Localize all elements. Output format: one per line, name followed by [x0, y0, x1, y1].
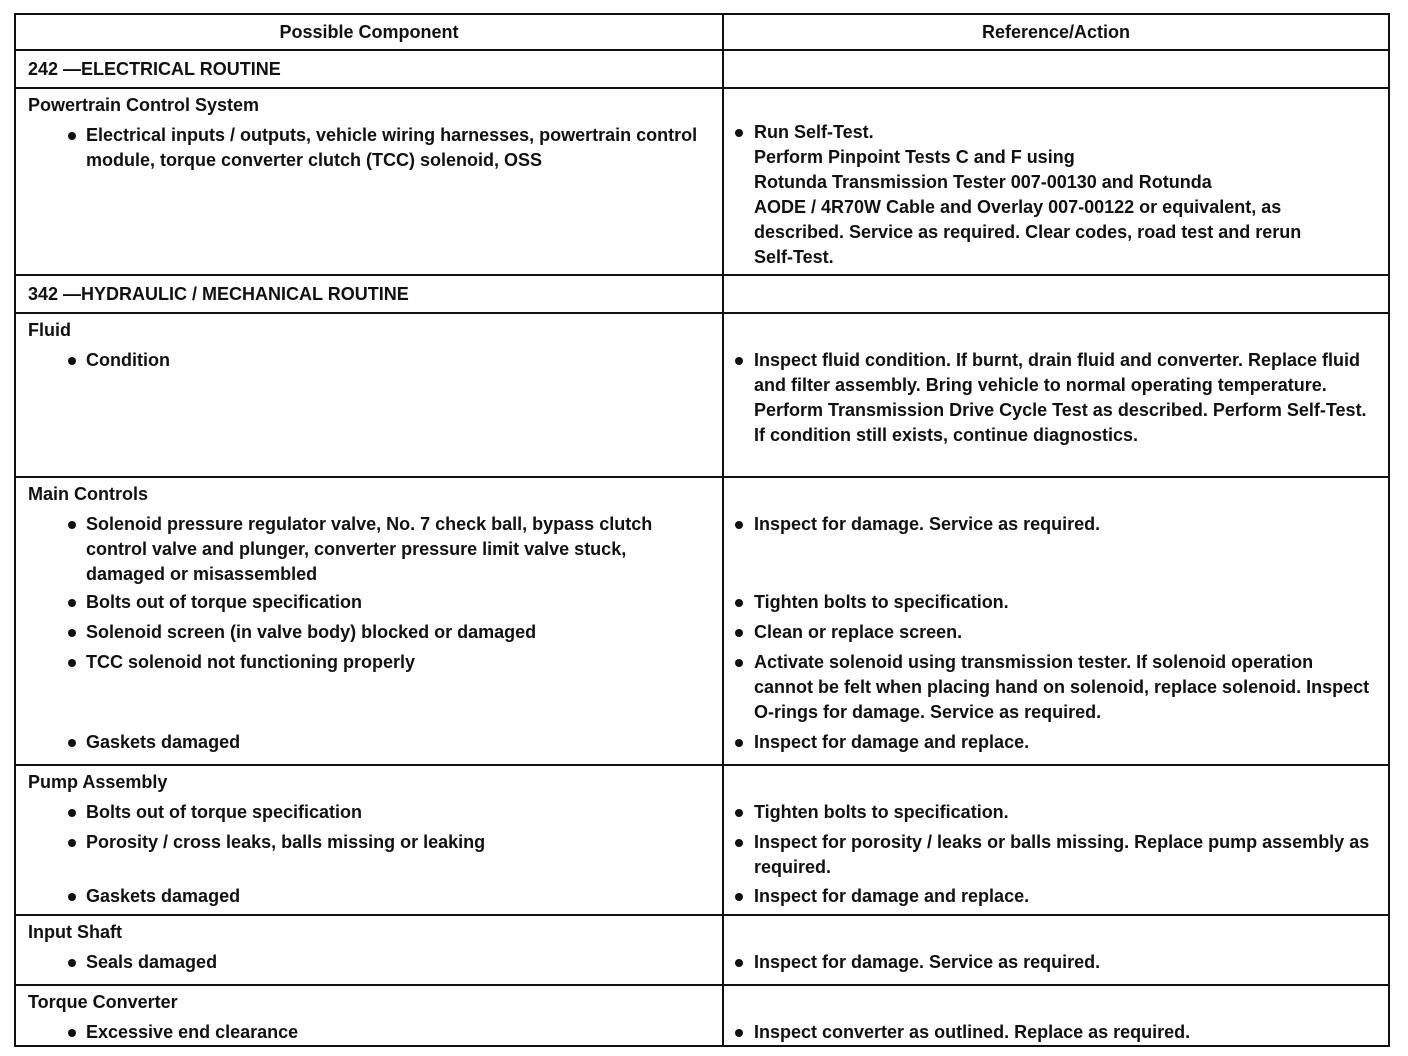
bullet-icon	[735, 959, 743, 967]
bullet-icon	[68, 959, 76, 967]
diagnostic-table	[14, 13, 1390, 1047]
routine-title: 342 —HYDRAULIC / MECHANICAL ROUTINE	[28, 284, 409, 304]
bullet-icon	[735, 839, 743, 847]
group-title: Main Controls	[28, 484, 148, 504]
header-reference-action: Reference/Action	[723, 14, 1389, 50]
table-header-row	[15, 14, 1389, 50]
bullet-icon	[68, 357, 76, 365]
group-row-torque-converter	[15, 985, 1389, 1046]
group-row-input-shaft	[15, 915, 1389, 985]
bullet-icon	[735, 809, 743, 817]
component-item: Seals damaged	[16, 950, 722, 975]
component-item: Bolts out of torque specification	[16, 590, 722, 620]
action-item: Tighten bolts to specification.	[724, 800, 1388, 830]
action-item: Inspect fluid condition. If burnt, drain fluid and converter. Replace fluid and filter assembly. Bring vehicle to normal operating temperature. Perform Transmission Drive Cycle Test as described. Perform Self-Test. If condition still exists, continue diagnostics.	[724, 348, 1388, 448]
component-item: Gaskets damaged	[16, 730, 722, 755]
group-row-fluid	[15, 313, 1389, 477]
group-row-main-controls	[15, 477, 1389, 765]
action-item: Inspect for damage. Service as required.	[724, 512, 1388, 590]
routine-row-hydraulic	[15, 275, 1389, 313]
action-item: Inspect for damage and replace.	[724, 730, 1388, 755]
bullet-icon	[68, 521, 76, 529]
bullet-icon	[68, 1029, 76, 1037]
bullet-icon	[68, 629, 76, 637]
bullet-icon	[735, 629, 743, 637]
routine-row-electrical	[15, 50, 1389, 88]
bullet-icon	[68, 659, 76, 667]
bullet-icon	[68, 839, 76, 847]
component-item: Porosity / cross leaks, balls missing or leaking	[16, 830, 722, 884]
action-item: Inspect for damage and replace.	[724, 884, 1388, 909]
bullet-icon	[68, 809, 76, 817]
group-row-powertrain	[15, 88, 1389, 275]
action-item: Inspect converter as outlined. Replace as required.	[724, 1020, 1388, 1045]
bullet-icon	[68, 599, 76, 607]
routine-empty-cell	[723, 50, 1389, 88]
action-item: Inspect for damage. Service as required.	[724, 950, 1388, 975]
action-item: Tighten bolts to specification.	[724, 590, 1388, 620]
component-item: Gaskets damaged	[16, 884, 722, 909]
bullet-icon	[68, 739, 76, 747]
component-item: Condition	[16, 348, 722, 373]
action-item: Run Self-Test. Perform Pinpoint Tests C and F using Rotunda Transmission Tester 007-00130 and Rotunda AODE / 4R70W Cable and Overlay 007-00122 or equivalent, as described. Service as required. Clear codes, road test and rerun Self-Test.	[724, 120, 1388, 270]
group-title: Powertrain Control System	[28, 95, 260, 115]
bullet-icon	[68, 132, 76, 140]
bullet-icon	[68, 893, 76, 901]
bullet-icon	[735, 521, 743, 529]
bullet-icon	[735, 599, 743, 607]
group-title: Torque Converter	[28, 992, 178, 1012]
component-item: Excessive end clearance	[16, 1020, 722, 1045]
bullet-icon	[735, 739, 743, 747]
component-item: TCC solenoid not functioning properly	[16, 650, 722, 730]
group-title: Input Shaft	[28, 922, 122, 942]
component-item: Solenoid screen (in valve body) blocked or damaged	[16, 620, 722, 650]
bullet-icon	[735, 129, 743, 137]
action-item: Clean or replace screen.	[724, 620, 1388, 650]
component-item: Electrical inputs / outputs, vehicle wiring harnesses, powertrain control module, torque converter clutch (TCC) solenoid, OSS	[16, 123, 722, 173]
component-item: Bolts out of torque specification	[16, 800, 722, 830]
group-row-pump-assembly	[15, 765, 1389, 915]
bullet-icon	[735, 893, 743, 901]
routine-title: 242 —ELECTRICAL ROUTINE	[28, 59, 281, 79]
group-title: Pump Assembly	[28, 772, 168, 792]
group-title: Fluid	[28, 320, 71, 340]
action-item: Inspect for porosity / leaks or balls missing. Replace pump assembly as required.	[724, 830, 1388, 884]
header-possible-component: Possible Component	[15, 14, 723, 50]
action-item: Activate solenoid using transmission tester. If solenoid operation cannot be felt when placing hand on solenoid, replace solenoid. Inspect O-rings for damage. Service as required.	[724, 650, 1388, 730]
component-item: Solenoid pressure regulator valve, No. 7 check ball, bypass clutch control valve and plunger, converter pressure limit valve stuck, damaged or misassembled	[16, 512, 722, 590]
bullet-icon	[735, 1029, 743, 1037]
bullet-icon	[735, 357, 743, 365]
routine-empty-cell	[723, 275, 1389, 313]
bullet-icon	[735, 659, 743, 667]
